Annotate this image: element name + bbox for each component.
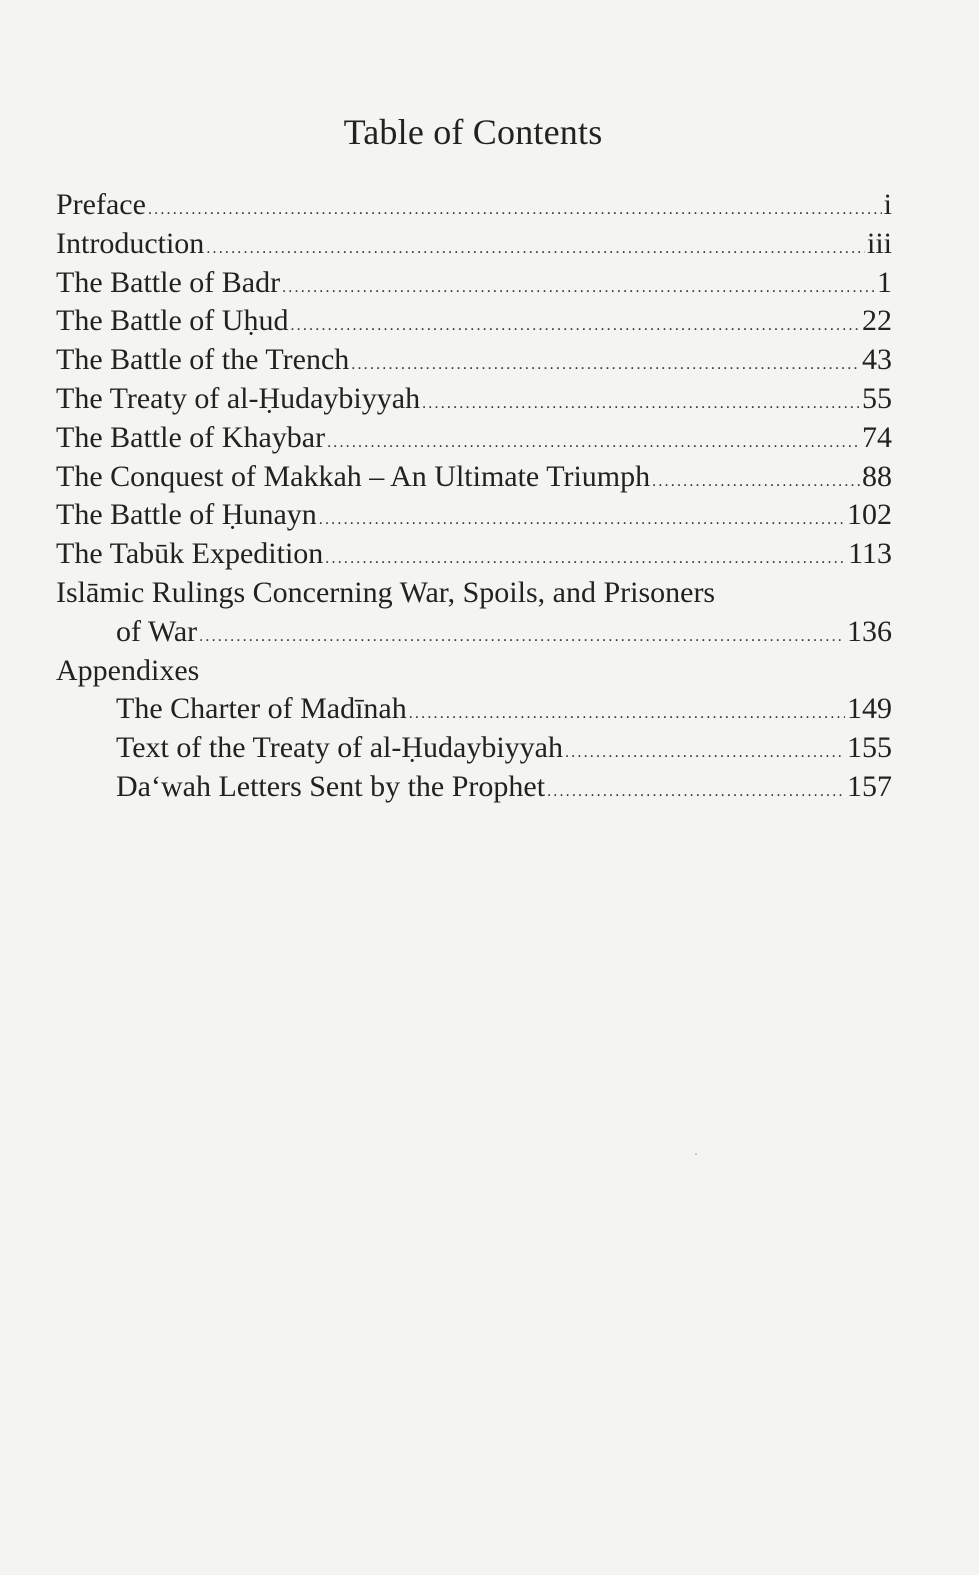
toc-entry-label: The Tabūk Expedition [56, 537, 324, 571]
toc-entry-page: 113 [848, 537, 892, 571]
toc-entry-label-continued: of War [116, 614, 198, 648]
toc-entry-page: 155 [847, 731, 892, 765]
toc-entry-page: i [883, 188, 892, 221]
toc-entry-label: Da‘wah Letters Sent by the Prophet [116, 769, 546, 803]
toc-entry-page: iii [866, 226, 892, 260]
dot-leader [199, 618, 845, 657]
toc-entry-label: The Charter of Madīnah [116, 692, 407, 726]
toc-entry-label: The Conquest of Makkah – An Ultimate Triumph [56, 459, 651, 493]
toc-section-label: Appendixes [56, 653, 200, 687]
toc-entry-introduction [56, 225, 892, 264]
page-title: Table of Contents [343, 112, 603, 152]
toc-entry-page: 43 [862, 343, 892, 377]
dot-leader [565, 734, 845, 773]
toc-entry-label: Preface [56, 188, 146, 221]
toc-entry-page: 55 [862, 381, 892, 415]
toc-entry-conquest-of-makkah [56, 458, 892, 497]
toc-entry-label: Islāmic Rulings Concerning War, Spoils, and Prisoners [56, 575, 716, 609]
toc-entry-battle-of-the-trench [56, 341, 892, 380]
toc-entry-label: The Battle of Ḥunayn [56, 498, 317, 532]
toc-entry-label: The Battle of Uḥud [56, 304, 289, 338]
toc-entry-label: The Battle of the Trench [56, 343, 350, 377]
toc-entry-label: Text of the Treaty of al-Ḥudaybiyyah [116, 731, 563, 765]
toc-entry-treaty-of-al-hudaybiyyah [56, 380, 892, 419]
toc-entry-page: 136 [847, 614, 892, 648]
toc-entry-preface [56, 186, 892, 225]
dot-leader [652, 463, 860, 502]
toc-entry-tabuk-expedition [56, 535, 892, 574]
toc-entry-battle-of-hunayn [56, 496, 892, 535]
dot-leader [148, 191, 882, 230]
toc-entry-page: 149 [847, 692, 892, 726]
paper-speck [695, 1153, 697, 1155]
toc-entry-dawah-letters [56, 768, 892, 807]
dot-leader [547, 773, 845, 812]
toc-entry-page: 102 [847, 498, 892, 532]
toc-entry-label: Introduction [56, 226, 205, 260]
toc-entry-label: The Battle of Badr [56, 265, 281, 299]
dot-leader [290, 307, 860, 346]
toc-entry-page: 157 [847, 769, 892, 803]
toc-entry-islamic-rulings [56, 574, 892, 613]
toc-entry-page: 74 [862, 420, 892, 454]
toc-entry-battle-of-khaybar [56, 419, 892, 458]
dot-leader [351, 346, 860, 385]
dot-leader [282, 269, 875, 308]
toc-entry-battle-of-uhud [56, 302, 892, 341]
dot-leader [422, 385, 860, 424]
toc-entry-page: 22 [862, 304, 892, 338]
toc-entry-label: The Battle of Khaybar [56, 420, 326, 454]
toc-entry-text-of-treaty [56, 729, 892, 768]
toc-entry-page: 1 [877, 265, 892, 299]
toc-entry-appendixes [56, 652, 892, 691]
dot-leader [206, 230, 865, 269]
toc-entry-battle-of-badr [56, 264, 892, 303]
dot-leader [319, 501, 845, 540]
toc-entry-page: 88 [862, 459, 892, 493]
toc-entry-label: The Treaty of al-Ḥudaybiyyah [56, 381, 421, 415]
toc-list [56, 186, 892, 807]
toc-entry-islamic-rulings-continued [56, 613, 892, 652]
toc-entry-charter-of-madinah [56, 690, 892, 729]
